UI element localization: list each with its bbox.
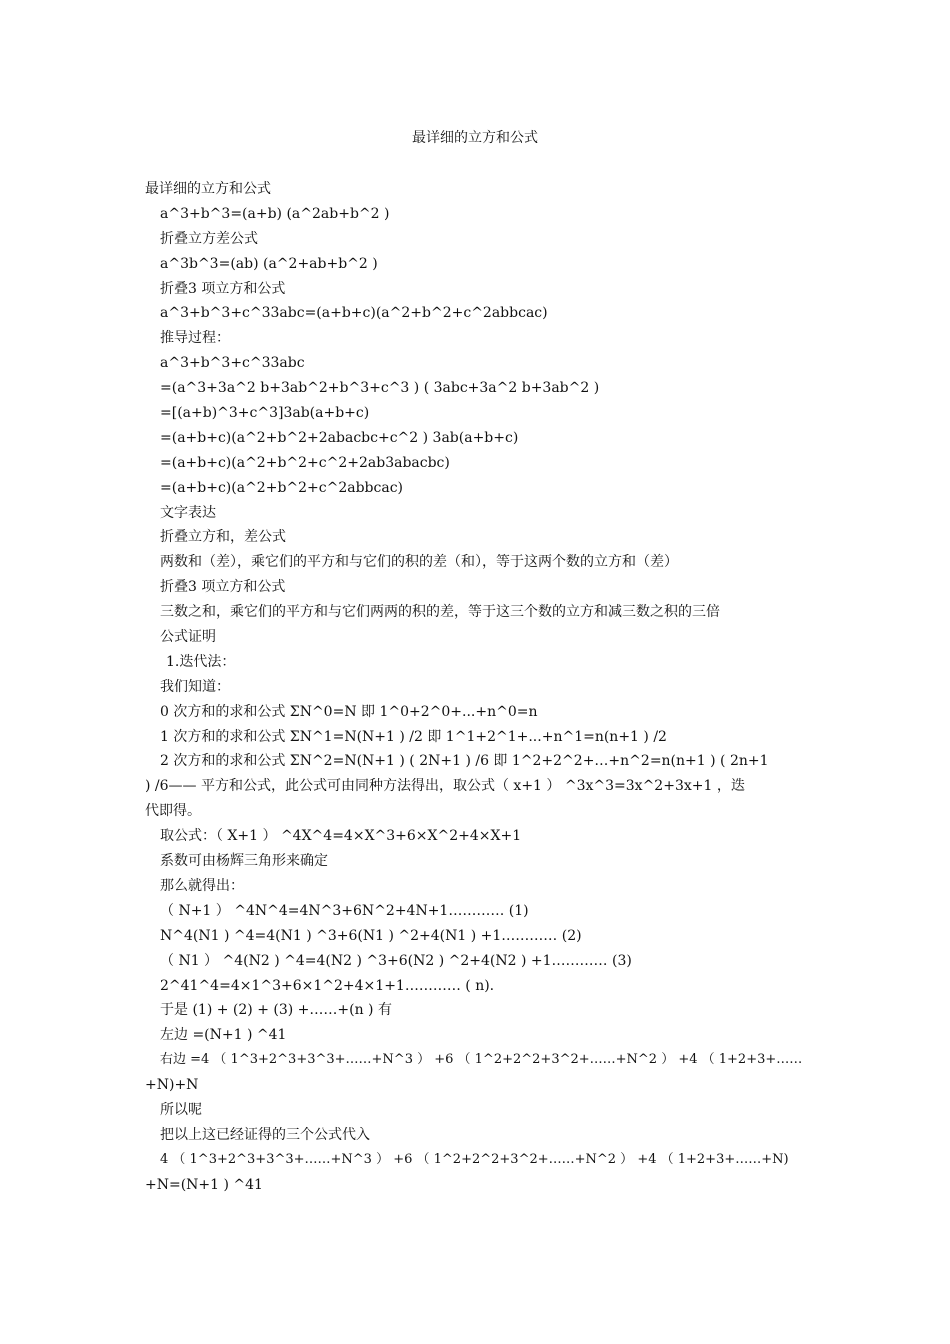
text-line: 右边 =4 （ 1^3+2^3+3^3+……+N^3 ） +6 （ 1^2+2^2+3^2+……+N^2 ） +4 （ 1+2+3+…… xyxy=(160,1052,803,1068)
text-line: ) /6—— 平方和公式，此公式可由同种方法得出，取公式（ x+1 ） ^3x^3=3x^2+3x+1 ，迭 xyxy=(145,778,745,795)
text-line: 折叠3 项立方和公式 xyxy=(160,280,286,297)
text-line: =(a+b+c)(a^2+b^2+c^2abbcac) xyxy=(160,479,404,496)
text-line: =(a^3+3a^2 b+3ab^2+b^3+c^3 ) ( 3abc+3a^2 b+3ab^2 ) xyxy=(160,380,600,397)
text-line: =[(a+b)^3+c^3]3ab(a+b+c) xyxy=(160,405,370,422)
text-line: 公式证明 xyxy=(160,629,216,646)
text-line: =(a+b+c)(a^2+b^2+2abacbc+c^2 ) 3ab(a+b+c) xyxy=(160,429,519,446)
text-line: 三数之和，乘它们的平方和与它们两两的积的差，等于这三个数的立方和减三数之积的三倍 xyxy=(160,604,720,621)
text-line: a^3+b^3+c^33abc=(a+b+c)(a^2+b^2+c^2abbcac) xyxy=(160,305,548,322)
text-line: 4 （ 1^3+2^3+3^3+……+N^3 ） +6 （ 1^2+2^2+3^2+……+N^2 ） +4 （ 1+2+3+……+N) xyxy=(160,1151,789,1167)
text-line: 2^41^4=4×1^3+6×1^2+4×1+1………… ( n). xyxy=(160,977,495,994)
text-line: 两数和（差），乘它们的平方和与它们的积的差（和），等于这两个数的立方和（差） xyxy=(160,554,678,571)
text-line: 折叠立方差公式 xyxy=(160,230,258,247)
text-line: 0 次方和的求和公式 ΣN^0=N 即 1^0+2^0+...+n^0=n xyxy=(160,703,538,720)
text-line: a^3+b^3=(a+b) (a^2ab+b^2 ) xyxy=(160,205,390,222)
text-line: a^3+b^3+c^33abc xyxy=(160,355,305,372)
text-line: 所以呢 xyxy=(160,1101,202,1118)
text-line: 取公式：（ X+1 ） ^4X^4=4×X^3+6×X^2+4×X+1 xyxy=(160,828,522,845)
text-line: 折叠3 项立方和公式 xyxy=(160,579,286,596)
text-line: 折叠立方和，差公式 xyxy=(160,529,286,546)
text-line: N^4(N1 ) ^4=4(N1 ) ^3+6(N1 ) ^2+4(N1 ) +1………… (2) xyxy=(160,927,582,944)
text-line: （ N1 ） ^4(N2 ) ^4=4(N2 ) ^3+6(N2 ) ^2+4(N2 ) +1………… (3) xyxy=(160,952,632,969)
text-line: 最详细的立方和公式 xyxy=(145,181,271,197)
text-line: 推导过程： xyxy=(160,330,230,347)
text-line: 那么就得出： xyxy=(160,877,244,894)
text-line: 1 次方和的求和公式 ΣN^1=N(N+1 ) /2 即 1^1+2^1+...+n^1=n(n+1 ) /2 xyxy=(160,728,667,745)
text-line: a^3b^3=(ab) (a^2+ab+b^2 ) xyxy=(160,255,378,272)
text-line: 于是 (1) + (2) + (3) +……+(n ) 有 xyxy=(160,1002,392,1019)
text-line: 2 次方和的求和公式 ΣN^2=N(N+1 ) ( 2N+1 ) /6 即 1^2+2^2+…+n^2=n(n+1 ) ( 2n+1 xyxy=(160,753,769,770)
document-title: 最详细的立方和公式 xyxy=(412,130,538,146)
document-body xyxy=(145,177,810,1198)
text-line: （ N+1 ） ^4N^4=4N^3+6N^2+4N+1………… (1) xyxy=(160,902,529,919)
text-line: 系数可由杨辉三角形来确定 xyxy=(160,853,328,870)
text-line: 把以上这已经证得的三个公式代入 xyxy=(160,1126,370,1143)
text-line: 我们知道： xyxy=(160,678,230,695)
text-line: 代即得。 xyxy=(145,803,201,820)
text-line: 左边 =(N+1 ) ^41 xyxy=(160,1027,287,1044)
text-line: 1.迭代法： xyxy=(166,653,236,670)
text-line: 文字表达 xyxy=(160,504,216,521)
text-line: +N=(N+1 ) ^41 xyxy=(145,1176,263,1193)
text-line: =(a+b+c)(a^2+b^2+c^2+2ab3abacbc) xyxy=(160,454,450,471)
text-line: +N)+N xyxy=(145,1077,199,1094)
